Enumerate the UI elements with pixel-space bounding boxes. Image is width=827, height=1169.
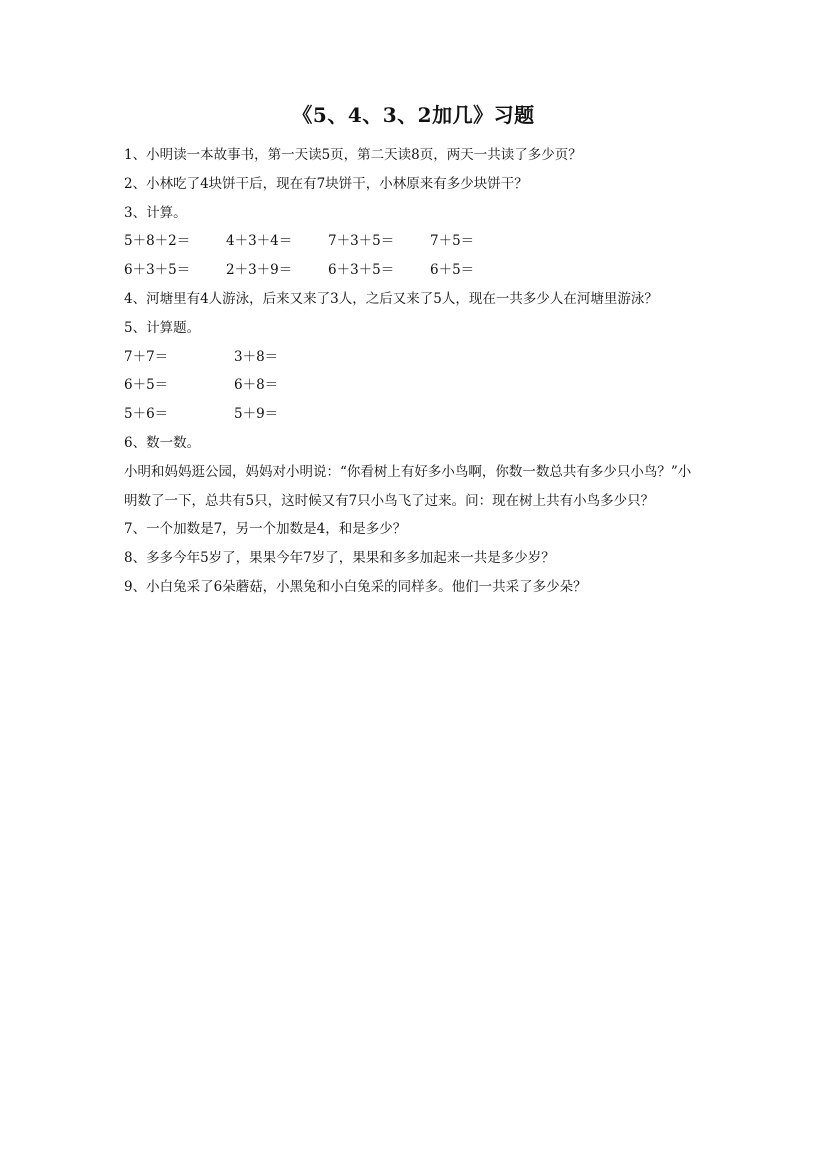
q5-expression: 5＋6＝ <box>124 406 169 423</box>
q3-expression: 5＋8＋2＝ <box>124 233 191 250</box>
question-2: 2、小林吃了4块饼干后，现在有7块饼干，小林原来有多少块饼干？ <box>124 175 528 192</box>
q3-row-1 <box>124 227 714 256</box>
q3-expression: 6＋3＋5＝ <box>328 262 395 279</box>
q3-expression: 4＋3＋4＝ <box>226 233 293 250</box>
question-1: 1、小明读一本故事书，第一天读5页，第二天读8页，两天一共读了多少页？ <box>124 147 582 163</box>
q5-row-3 <box>124 400 714 429</box>
q5-expression: 7＋7＝ <box>124 348 169 365</box>
exercise-content <box>124 141 714 602</box>
q5-row-2 <box>124 371 714 400</box>
question-7: 7、一个加数是7，另一个加数是4，和是多少？ <box>124 521 407 538</box>
q3-expression: 6＋5＝ <box>430 262 475 279</box>
question-9: 9、小白兔采了6朵蘑菇，小黑兔和小白兔采的同样多。他们一共采了多少朵？ <box>124 578 587 595</box>
q3-expression: 7＋3＋5＝ <box>328 233 395 250</box>
question-6-story: 小明和妈妈逛公园，妈妈对小明说：“你看树上有好多小鸟啊，你数一数总共有多少只小鸟？”小明数了一下，总共有5只，这时候又有7只小鸟飞了过来。问：现在树上共有小鸟多少只？ <box>124 463 692 509</box>
q5-expression: 6＋8＝ <box>234 377 279 394</box>
q3-expression: 7＋5＝ <box>430 233 475 250</box>
q5-row-1 <box>124 343 714 372</box>
question-4: 4、河塘里有4人游泳，后来又来了3人，之后又来了5人，现在一共多少人在河塘里游泳？ <box>124 290 658 307</box>
page-title: 《5、4、3、2加几》习题 <box>292 103 535 127</box>
q5-expression: 3＋8＝ <box>234 348 279 365</box>
q3-expression: 6＋3＋5＝ <box>124 262 191 279</box>
question-3-heading: 3、计算。 <box>124 204 187 221</box>
question-5-heading: 5、计算题。 <box>124 319 201 336</box>
question-8: 8、多多今年5岁了，果果今年7岁了，果果和多多加起来一共是多少岁？ <box>124 550 555 567</box>
q3-row-2 <box>124 256 714 285</box>
q3-expression: 2＋3＋9＝ <box>226 262 293 279</box>
q5-expression: 5＋9＝ <box>234 406 279 423</box>
question-6-heading: 6、数一数。 <box>124 434 201 451</box>
q5-expression: 6＋5＝ <box>124 377 169 394</box>
